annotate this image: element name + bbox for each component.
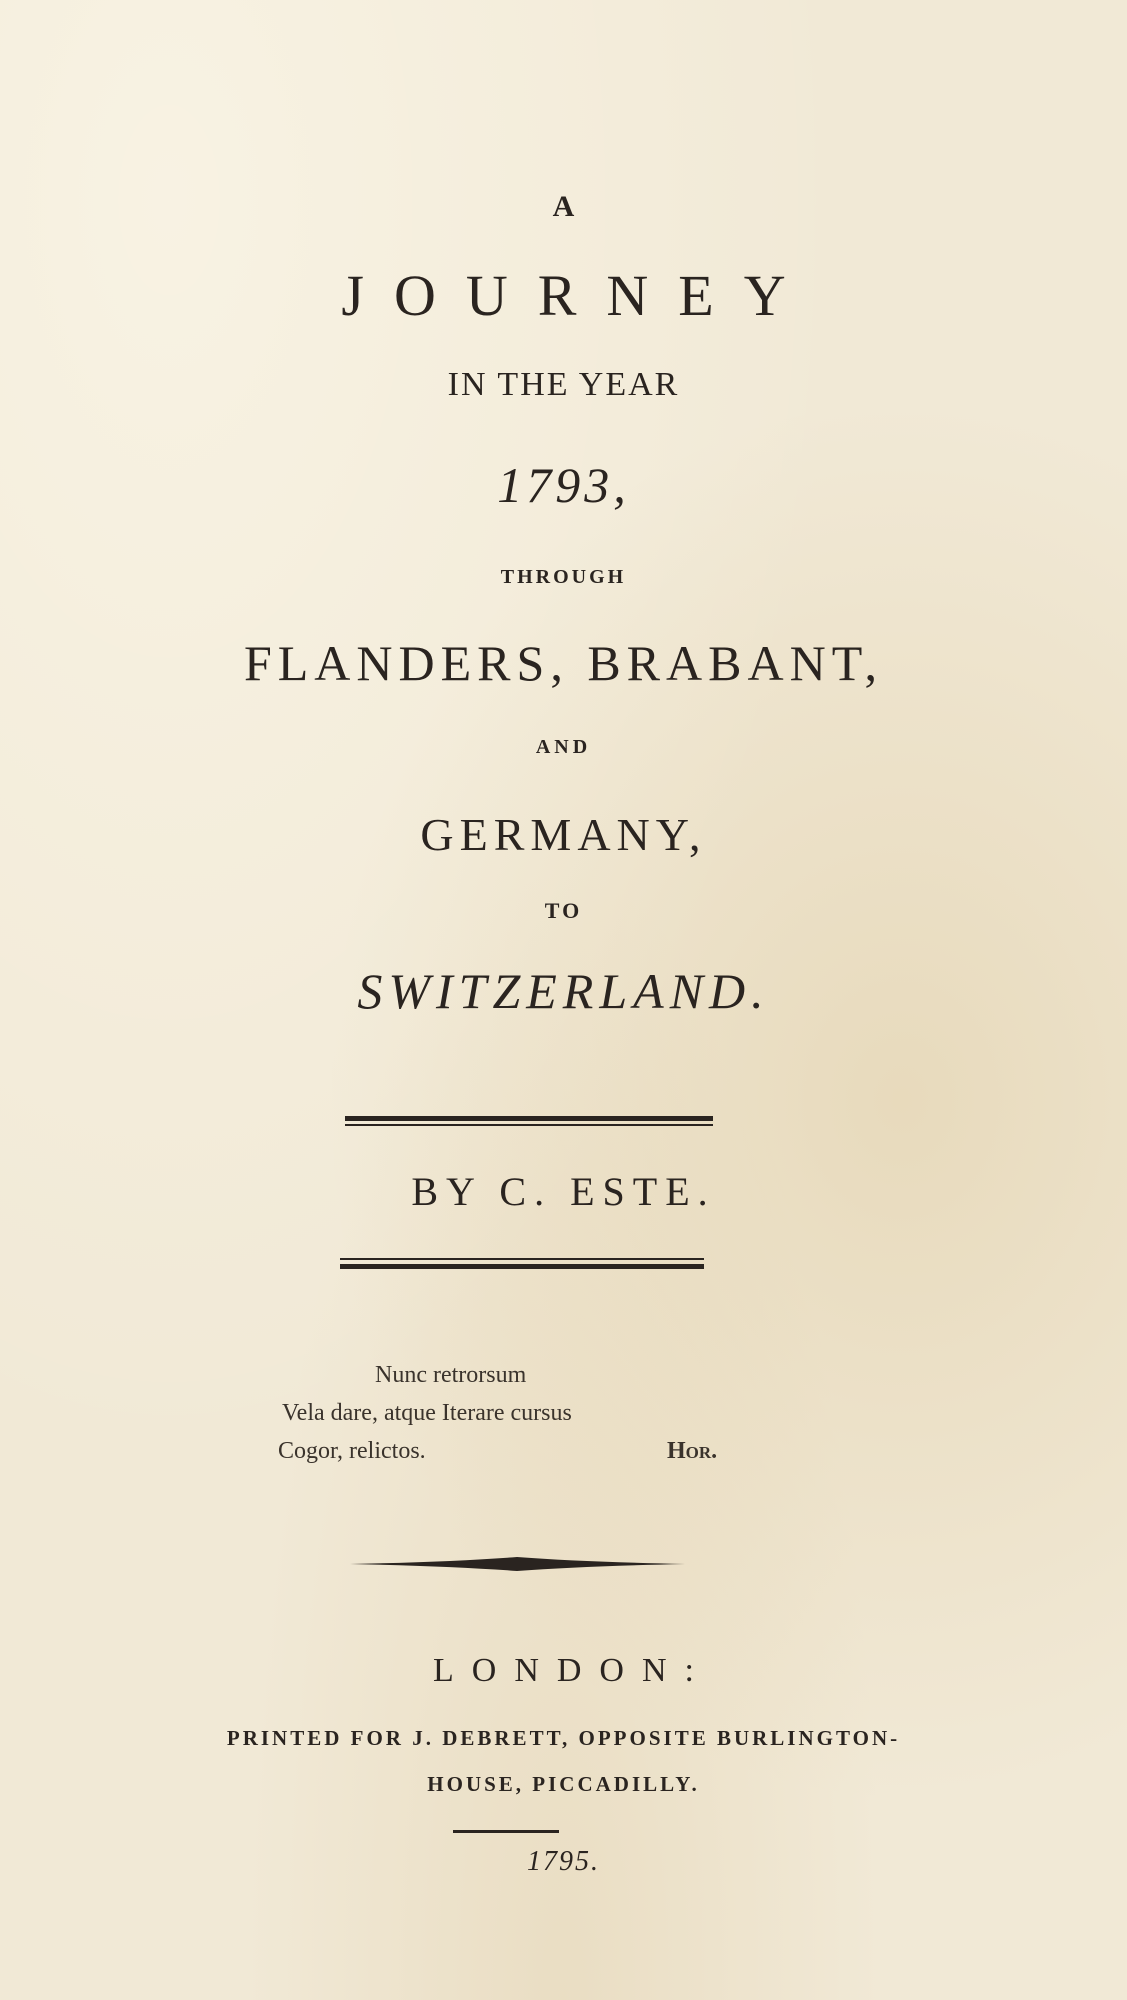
imprint-printer-2: HOUSE, PICCADILLY. — [427, 1772, 700, 1796]
author-line: BY C. ESTE. — [411, 1169, 716, 1214]
rule-upper-thin — [345, 1124, 713, 1126]
epigraph-attribution: Hor. — [667, 1438, 718, 1464]
rule-lower-thin — [340, 1258, 704, 1260]
title-through: THROUGH — [500, 566, 627, 588]
title-and: AND — [535, 736, 592, 758]
rule-upper-thick — [345, 1116, 713, 1121]
epigraph-line-2: Vela dare, atque Iterare cursus — [282, 1400, 572, 1426]
imprint-printer-1: PRINTED FOR J. DEBRETT, OPPOSITE BURLINGTON- — [226, 1726, 901, 1750]
imprint-city: LONDON: — [433, 1652, 712, 1689]
epigraph-line-1: Nunc retrorsum — [375, 1362, 527, 1388]
ornamental-rule — [350, 1554, 685, 1574]
title-places-1: FLANDERS, BRABANT, — [243, 635, 884, 691]
title-to: TO — [544, 898, 583, 923]
title-destination: SWITZERLAND. — [357, 963, 770, 1019]
imprint-year: 1795. — [527, 1846, 600, 1877]
epigraph-line-3: Cogor, relictos. — [278, 1438, 426, 1464]
title-main: JOURNEY — [341, 263, 816, 328]
title-places-2: GERMANY, — [420, 809, 707, 860]
imprint-short-rule — [453, 1830, 559, 1833]
title-year: 1793, — [497, 457, 630, 513]
rule-lower-thick — [340, 1264, 704, 1269]
title-article: A — [552, 190, 575, 223]
title-in-the-year: IN THE YEAR — [447, 366, 680, 403]
